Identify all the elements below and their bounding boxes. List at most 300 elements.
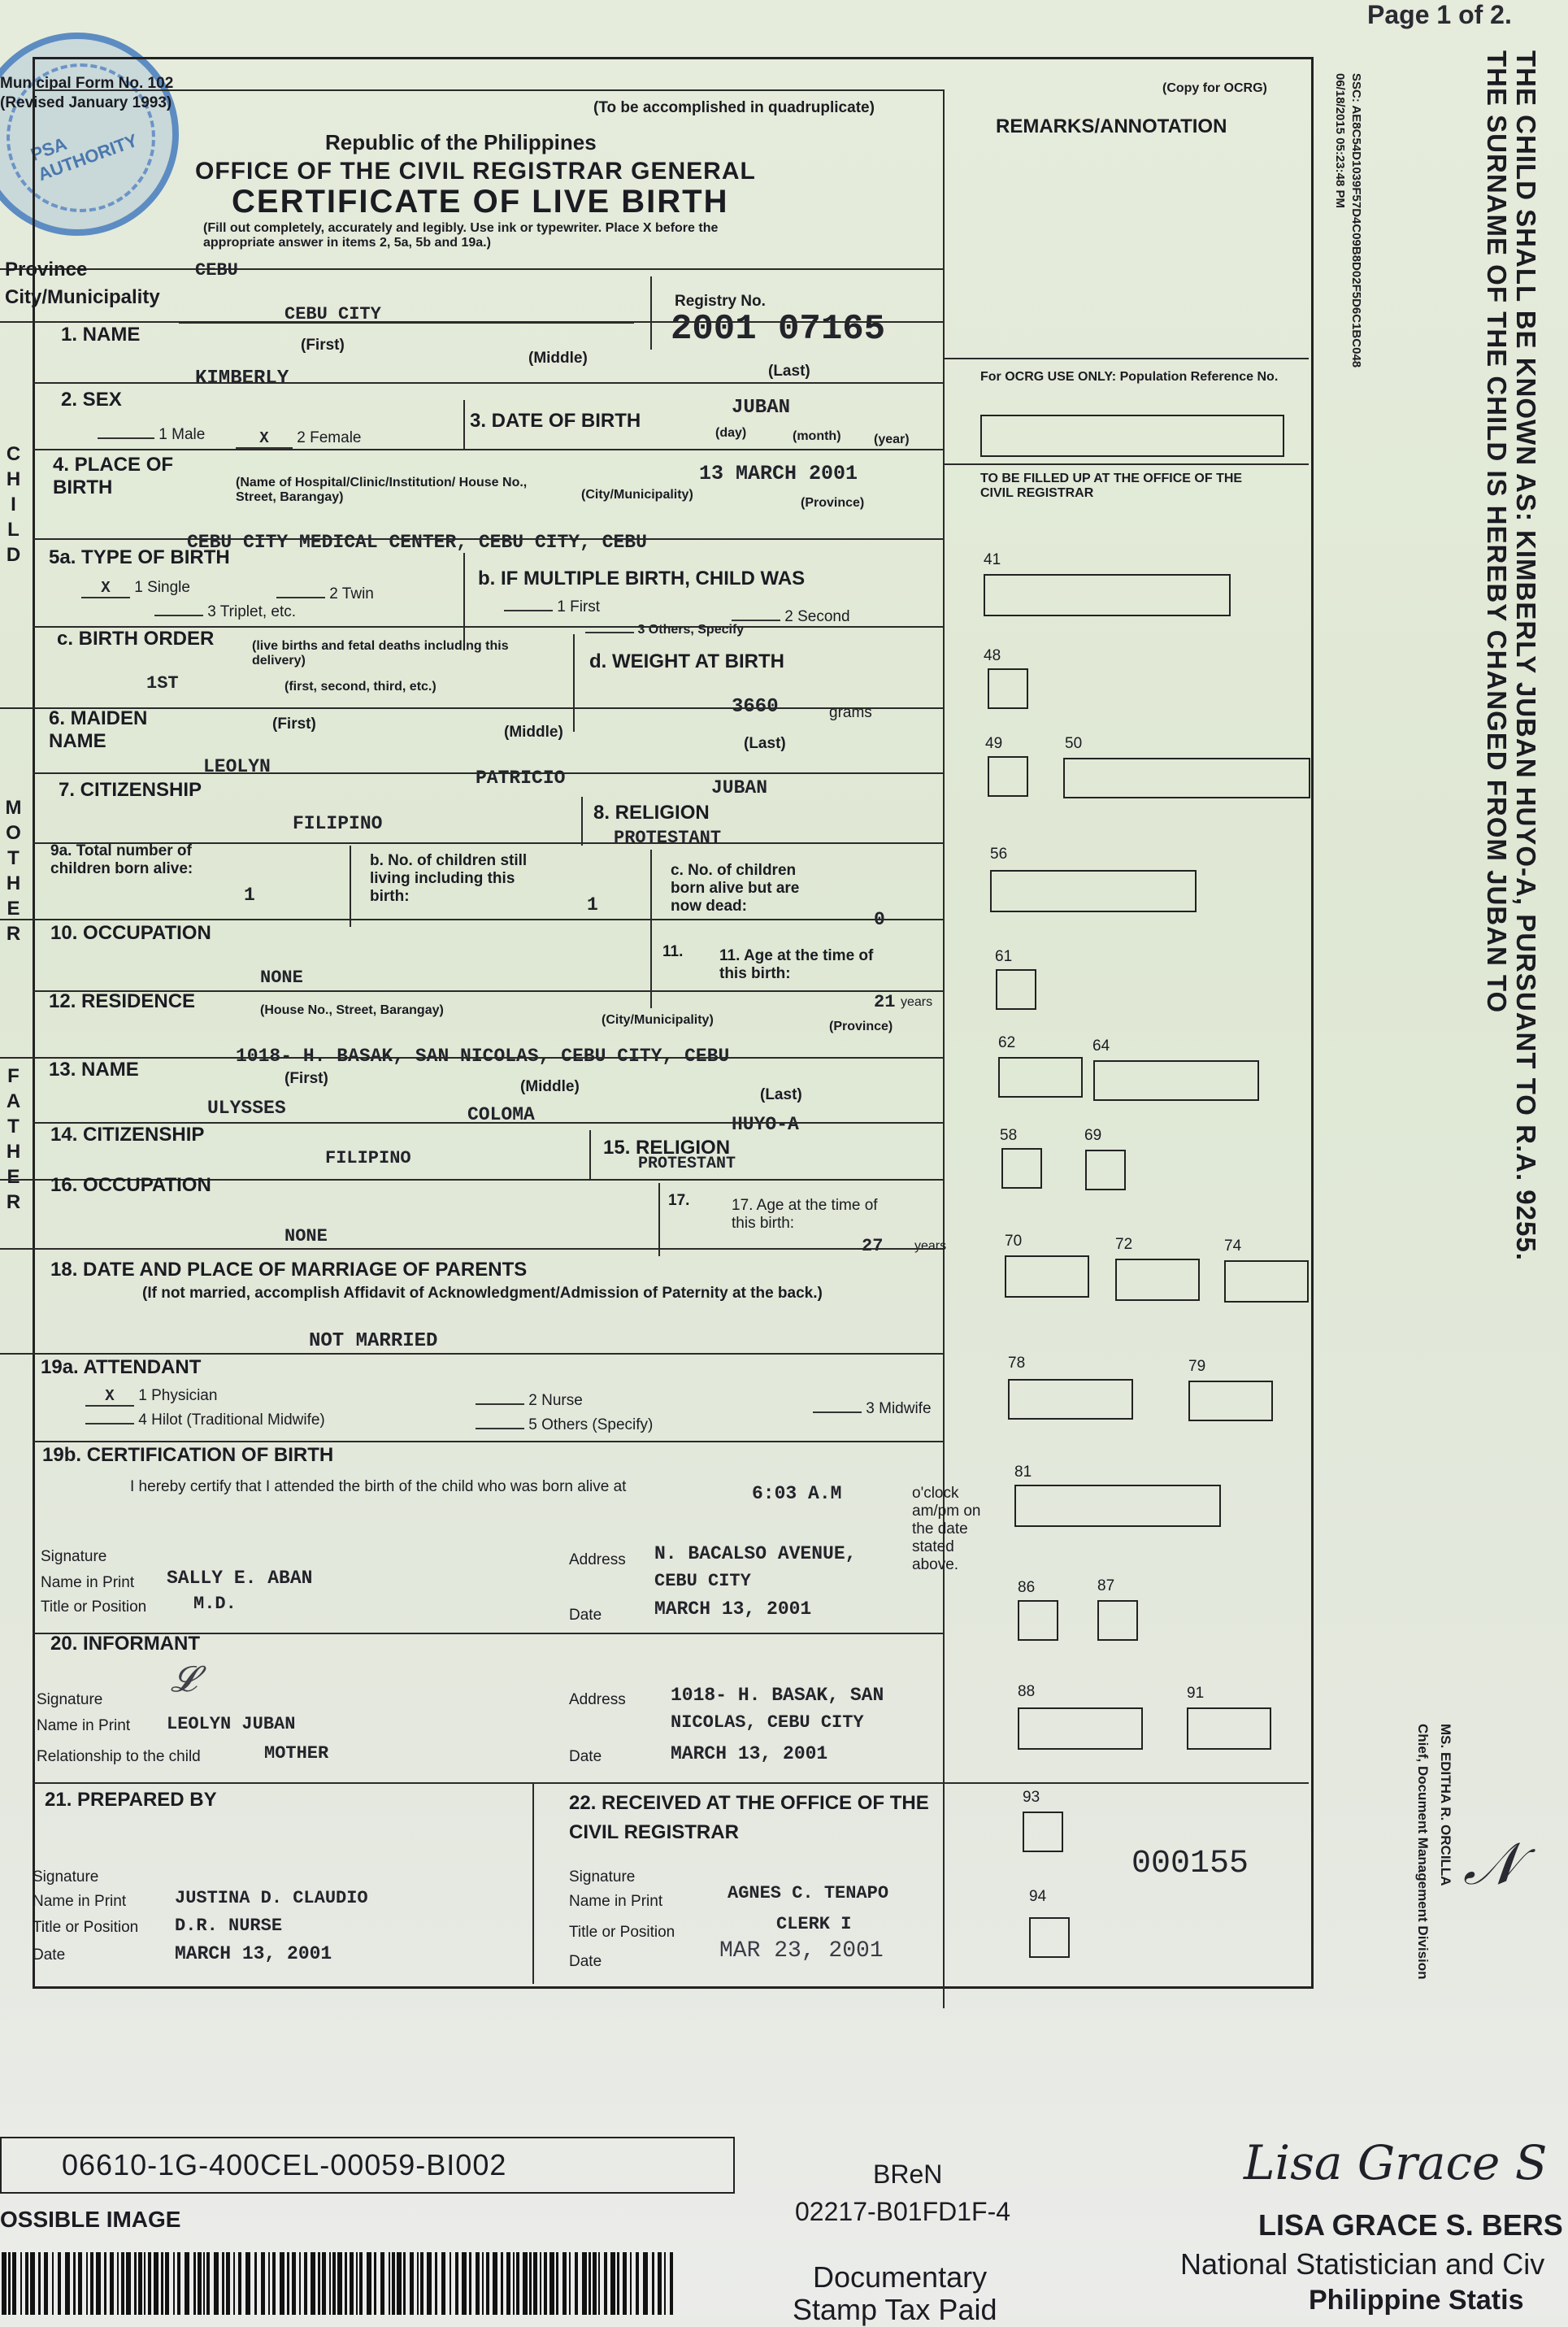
code-81: 81 [1014, 1464, 1032, 1481]
attendant-label: 19a. ATTENDANT [41, 1356, 202, 1378]
chief-signature: 𝒩 [1463, 1829, 1519, 1898]
barcode-bar [280, 2252, 284, 2315]
barcode-bar [462, 2252, 467, 2315]
cert-signature-label: Signature [41, 1548, 107, 1565]
code-69: 69 [1084, 1127, 1102, 1144]
mother-citizenship: FILIPINO [293, 813, 383, 834]
barcode-bar [65, 2252, 70, 2315]
province-value: CEBU [195, 260, 238, 281]
father-citizenship: FILIPINO [325, 1148, 411, 1168]
attendant-midwife: 3 Midwife [813, 1400, 932, 1418]
barcode-bar [322, 2252, 326, 2315]
code-88-boxes [1018, 1707, 1143, 1750]
barcode-bar [193, 2252, 196, 2315]
code-91-boxes [1187, 1707, 1271, 1750]
dead-children-value: 0 [874, 909, 885, 930]
sex-male-option: 1 Male [98, 426, 205, 444]
mother-last-caption: (Last) [744, 735, 786, 752]
barcode-bar [575, 2252, 578, 2315]
barcode-bar [337, 2252, 342, 2315]
mother-side-label: MOTHER [2, 797, 24, 948]
child-middle-caption: (Middle) [528, 350, 588, 367]
informant-address-line2: NICOLAS, CEBU CITY [671, 1712, 864, 1733]
code-74: 74 [1224, 1237, 1242, 1255]
code-50-boxes [1063, 758, 1310, 798]
barcode-bar [2, 2252, 7, 2315]
barcode-bar [652, 2252, 654, 2315]
barcode-bar [222, 2252, 224, 2315]
dob-year-caption: (year) [874, 433, 910, 446]
barcode-bar [238, 2252, 241, 2315]
mother-religion: PROTESTANT [614, 828, 722, 848]
barcode-bar [630, 2252, 632, 2315]
province-label: Province [5, 259, 88, 281]
child-place-of-birth: CEBU CITY MEDICAL CENTER, CEBU CITY, CEBU [187, 532, 647, 553]
barcode-bar [78, 2252, 82, 2315]
multiple-birth-label: b. IF MULTIPLE BIRTH, CHILD WAS [478, 568, 806, 589]
code-62-boxes [998, 1057, 1083, 1098]
chief-name-wrap [1437, 1724, 1460, 2065]
barcode-bar [403, 2252, 406, 2315]
weight-value: 3660 [732, 696, 779, 718]
received-date: MAR 23, 2001 [719, 1938, 884, 1964]
weight-label: d. WEIGHT AT BIRTH [589, 650, 784, 672]
total-children-value: 1 [244, 885, 255, 906]
birth-order-value: 1ST [146, 673, 179, 694]
father-middle-name: COLOMA [467, 1104, 535, 1125]
barcode-bar [544, 2252, 547, 2315]
barcode-bar [329, 2252, 331, 2315]
copy-for-note: (Copy for OCRG) [1162, 81, 1267, 95]
instructions: (Fill out completely, accurately and legibly. Use ink or typewriter. Place X before the appropriate answer in items 2, 5a, 5b and 19a.) [203, 221, 719, 250]
barcode-bar [185, 2252, 189, 2315]
barcode-bar [420, 2252, 423, 2315]
barcode-bar [214, 2252, 219, 2315]
child-first-name: KIMBERLY [195, 368, 289, 389]
barcode-bar [104, 2252, 106, 2315]
seal-text: PSA AUTHORITY [28, 129, 141, 185]
chief-title: Chief, Document Management Division [1415, 1724, 1431, 1980]
type-of-birth-label: 5a. TYPE OF BIRTH [49, 546, 230, 568]
barcode-bar [134, 2252, 137, 2315]
code-64-boxes [1093, 1060, 1259, 1101]
barcode-bar [670, 2252, 673, 2315]
code-93-box [1023, 1812, 1063, 1852]
barcode-bar [126, 2252, 131, 2315]
barcode-bar [610, 2252, 615, 2315]
barcode-bar [380, 2252, 384, 2315]
mother-residence: 1018- H. BASAK, SAN NICOLAS, CEBU CITY, CEBU [236, 1046, 730, 1067]
cert-date: MARCH 13, 2001 [654, 1598, 812, 1620]
informant-signature: 𝓛 [171, 1659, 197, 1700]
multiple-other-option: 3 Others, Specify [585, 623, 744, 637]
barcode-bar [636, 2252, 639, 2315]
barcode-bar [582, 2252, 587, 2315]
code-61-box [996, 969, 1036, 1010]
barcode-bar [476, 2252, 480, 2315]
barcode-bar [556, 2252, 558, 2315]
ssc-block [1349, 73, 1382, 528]
code-74-boxes [1224, 1260, 1309, 1303]
registry-label: Registry No. [675, 293, 766, 310]
code-94: 94 [1029, 1888, 1047, 1905]
informant-address-line1: 1018- H. BASAK, SAN [671, 1685, 884, 1706]
mother-occupation-label: 10. OCCUPATION [50, 922, 211, 944]
father-religion-label: 15. RELIGION [603, 1137, 731, 1159]
barcode-bar [356, 2252, 358, 2315]
barcode-bar [533, 2252, 537, 2315]
code-81-boxes [1014, 1485, 1221, 1527]
birth-order-caption: (live births and fetal deaths including this delivery) [252, 639, 509, 668]
ocrg-to-be-filled: TO BE FILLED UP AT THE OFFICE OF THE CIVIL REGISTRAR [980, 472, 1243, 500]
informant-name: LEOLYN JUBAN [167, 1714, 296, 1734]
statistician-signature: Lisa Grace S [1244, 2135, 1548, 2190]
barcode-bar [299, 2252, 301, 2315]
quadruplicate-note: (To be accomplished in quadruplicate) [593, 99, 875, 116]
father-occupation: NONE [284, 1226, 328, 1246]
code-70: 70 [1005, 1233, 1023, 1250]
informant-relationship: MOTHER [264, 1743, 329, 1764]
barcode-bar [664, 2252, 666, 2315]
annotation-line-2-wrap [1510, 50, 1548, 1384]
barcode-bar [392, 2252, 395, 2315]
pob-province-caption: (Province) [801, 496, 865, 510]
mother-citizenship-label: 7. CITIZENSHIP [59, 779, 202, 801]
maiden-name-label: 6. MAIDEN NAME [49, 707, 148, 752]
dead-children-label: c. No. of children born alive but are now dead: [671, 862, 800, 915]
code-78-boxes [1008, 1379, 1133, 1420]
barcode-bar [272, 2252, 276, 2315]
twin-option: 2 Twin [276, 585, 374, 603]
barcode-bar [203, 2252, 205, 2315]
barcode-bar [165, 2252, 169, 2315]
code-72-boxes [1115, 1259, 1200, 1301]
barcode-bar [245, 2252, 250, 2315]
barcode-bar [226, 2252, 230, 2315]
barcode-bar [154, 2252, 159, 2315]
code-58-box [1001, 1148, 1042, 1189]
father-first-name: ULYSSES [207, 1098, 286, 1119]
barcode-bar [30, 2252, 35, 2315]
barcode-bar [90, 2252, 93, 2315]
barcode-bar [206, 2252, 210, 2315]
barcode-bar [117, 2252, 119, 2315]
code-93: 93 [1023, 1789, 1040, 1806]
received-date-label: Date [569, 1953, 602, 1970]
prepared-name: JUSTINA D. CLAUDIO [175, 1888, 368, 1908]
barcode-bar [450, 2252, 451, 2315]
father-name-label: 13. NAME [49, 1059, 139, 1081]
code-87: 87 [1097, 1577, 1115, 1594]
mother-last-name: JUBAN [711, 777, 768, 798]
ssc-date: 06/18/2015 05:23:48 PM [1333, 73, 1347, 208]
attendant-others: 5 Others (Specify) [476, 1416, 653, 1434]
chief-title-wrap [1414, 1724, 1437, 2065]
dob-label: 3. DATE OF BIRTH [470, 410, 641, 432]
barcode-bar [549, 2252, 554, 2315]
received-signature-label: Signature [569, 1868, 636, 1886]
informant-label: 20. INFORMANT [50, 1633, 201, 1655]
barcode-bar [254, 2252, 257, 2315]
code-88: 88 [1018, 1683, 1036, 1700]
multiple-first-option: 1 First [504, 598, 600, 616]
informant-name-label: Name in Print [37, 1717, 131, 1734]
barcode-bar [110, 2252, 114, 2315]
barcode-bar [540, 2252, 541, 2315]
barcode-bar [233, 2252, 235, 2315]
code-61: 61 [995, 948, 1013, 965]
code-64: 64 [1092, 1037, 1110, 1055]
prepared-title-label: Title or Position [33, 1919, 139, 1936]
barcode-bar [589, 2252, 591, 2315]
code-50: 50 [1065, 735, 1083, 752]
cert-date-label: Date [569, 1607, 602, 1624]
code-49-box [988, 756, 1028, 797]
annotation-line-1-wrap [1481, 50, 1514, 1384]
registry-number: 2001 07165 [671, 309, 886, 350]
barcode-bar [623, 2252, 627, 2315]
residence-city-caption: (City/Municipality) [602, 1013, 714, 1027]
birth-order-caption-2: (first, second, third, etc.) [284, 680, 437, 694]
code-86-box [1018, 1600, 1058, 1641]
barcode-bar [598, 2252, 600, 2315]
father-first-caption: (First) [284, 1070, 328, 1087]
mother-age: 21 [874, 992, 896, 1012]
code-41: 41 [984, 551, 1001, 568]
informant-relationship-label: Relationship to the child [37, 1748, 201, 1765]
oclock-caption: o'clock am/pm on the date stated above. [912, 1485, 981, 1573]
residence-caption: (House No., Street, Barangay) [260, 1003, 444, 1017]
code-41-boxes [984, 574, 1231, 616]
barcode-bar [658, 2252, 662, 2315]
barcode-bar [332, 2252, 336, 2315]
ocrg-use-only: For OCRG USE ONLY: Population Reference No. [980, 370, 1279, 384]
barcode-bar [367, 2252, 371, 2315]
dob-day-caption: (day) [715, 426, 747, 440]
code-48-box [988, 668, 1028, 709]
code-72: 72 [1115, 1236, 1133, 1253]
barcode-bar [359, 2252, 363, 2315]
city-label: City/Municipality [5, 286, 160, 308]
form-revised: (Revised January 1993) [0, 94, 172, 111]
prepared-name-label: Name in Print [33, 1893, 127, 1910]
bren-number: 02217-B01FD1F-4 [795, 2197, 1011, 2226]
statistician-title: National Statistician and Civ [1180, 2247, 1545, 2281]
mother-age-label: 11. Age at the time of this birth: [719, 947, 874, 982]
sex-female-option: X 2 Female [236, 429, 361, 449]
prepared-signature-label: Signature [33, 1868, 99, 1886]
received-label: 22. RECEIVED AT THE OFFICE OF THE CIVIL REGISTRAR [569, 1792, 929, 1843]
barcode-bar [58, 2252, 61, 2315]
barcode-bar [493, 2252, 497, 2315]
barcode-bar [617, 2252, 619, 2315]
barcode-bar [86, 2252, 88, 2315]
barcode-bar [161, 2252, 163, 2315]
attendant-nurse: 2 Nurse [476, 1392, 583, 1410]
city-value: CEBU CITY [284, 304, 381, 324]
barcode-bar [523, 2252, 528, 2315]
barcode-bar [121, 2252, 124, 2315]
code-86: 86 [1018, 1579, 1036, 1596]
received-title: CLERK I [776, 1914, 852, 1934]
barcode-bar [435, 2252, 437, 2315]
code-91: 91 [1187, 1685, 1205, 1702]
father-middle-caption: (Middle) [520, 1078, 580, 1095]
barcode-bar [268, 2252, 270, 2315]
child-first-caption: (First) [301, 337, 345, 354]
child-last-caption: (Last) [768, 363, 810, 380]
barcode-bar [389, 2252, 390, 2315]
code-56-boxes [990, 870, 1197, 912]
father-age: 27 [862, 1236, 884, 1256]
pob-label: 4. PLACE OF BIRTH [53, 454, 174, 498]
code-87-box [1097, 1600, 1138, 1641]
barcode-bar [441, 2252, 445, 2315]
ssc-code: SSC: AE8C54D1039F57D4C09B8D02F5D6C1BC048 [1349, 73, 1363, 368]
barcode-bar [25, 2252, 28, 2315]
barcode-bar [486, 2252, 489, 2315]
code-69-box [1085, 1150, 1126, 1190]
code-58: 58 [1000, 1127, 1018, 1144]
received-title-label: Title or Position [569, 1924, 675, 1941]
barcode-bar [455, 2252, 458, 2315]
barcode-bar [350, 2252, 354, 2315]
documentary-stamp: Documentary [813, 2260, 988, 2294]
mother-first-name: LEOLYN [203, 756, 271, 777]
attendant-physician: X 1 Physician [85, 1387, 217, 1407]
father-religion: PROTESTANT [638, 1155, 736, 1173]
page-label: Page 1 of 2. [1367, 0, 1512, 29]
single-option: X 1 Single [81, 579, 190, 598]
father-last-name: HUYO-A [732, 1114, 799, 1135]
code-49: 49 [985, 735, 1003, 752]
father-age-unit: years [914, 1239, 947, 1253]
mother-religion-label: 8. RELIGION [593, 802, 710, 824]
control-number: 06610-1G-400CEL-00059-BI002 [62, 2148, 507, 2181]
father-last-caption: (Last) [760, 1086, 802, 1103]
barcode [0, 2252, 675, 2315]
code-79-boxes [1188, 1381, 1273, 1421]
barcode-bar [138, 2252, 142, 2315]
mother-middle-caption: (Middle) [504, 724, 563, 741]
possible-image-text: OSSIBLE IMAGE [0, 2207, 181, 2232]
barcode-bar [52, 2252, 54, 2315]
child-name-label: 1. NAME [61, 324, 141, 346]
barcode-bar [569, 2252, 571, 2315]
marriage-value: NOT MARRIED [309, 1330, 438, 1352]
marriage-label: 18. DATE AND PLACE OF MARRIAGE OF PARENTS [50, 1259, 528, 1281]
barcode-bar [20, 2252, 22, 2315]
informant-address-label: Address [569, 1691, 626, 1708]
living-children-label: b. No. of children still living including this birth: [370, 852, 528, 905]
prepared-date: MARCH 13, 2001 [175, 1943, 332, 1964]
living-children-value: 1 [587, 894, 598, 916]
barcode-bar [501, 2252, 503, 2315]
certification-label: 19b. CERTIFICATION OF BIRTH [42, 1444, 334, 1466]
barcode-bar [311, 2252, 315, 2315]
ssc-date-block [1333, 73, 1349, 317]
prepared-date-label: Date [33, 1946, 66, 1964]
barcode-bar [427, 2252, 432, 2315]
code-70-boxes [1005, 1255, 1089, 1298]
certification-text: I hereby certify that I attended the birth of the child who was born alive at [130, 1478, 627, 1495]
mother-first-caption: (First) [272, 715, 316, 733]
mother-occupation: NONE [260, 968, 303, 988]
prepared-title: D.R. NURSE [175, 1916, 283, 1936]
total-children-label: 9a. Total number of children born alive: [50, 842, 193, 877]
barcode-bar [397, 2252, 402, 2315]
sex-label: 2. SEX [61, 389, 122, 411]
barcode-bar [198, 2252, 202, 2315]
barcode-bar [516, 2252, 519, 2315]
code-78: 78 [1008, 1355, 1026, 1372]
cert-title-label: Title or Position [41, 1598, 147, 1616]
barcode-bar [96, 2252, 101, 2315]
barcode-bar [643, 2252, 648, 2315]
pob-city-caption: (City/Municipality) [581, 488, 693, 502]
received-name-label: Name in Print [569, 1893, 663, 1910]
republic-line: Republic of the Philippines [325, 130, 597, 154]
code-94-box [1029, 1917, 1070, 1958]
residence-label: 12. RESIDENCE [49, 990, 196, 1012]
bren-label: BReN [873, 2160, 943, 2189]
barcode-bar [593, 2252, 597, 2315]
prepared-by-label: 21. PREPARED BY [45, 1789, 217, 1811]
documentary-stamp-2: Stamp Tax Paid [793, 2293, 997, 2326]
barcode-bar [318, 2252, 320, 2315]
birth-order-label: c. BIRTH ORDER [57, 628, 215, 650]
barcode-bar [529, 2252, 532, 2315]
child-dob: 13 MARCH 2001 [699, 462, 858, 485]
father-side-label: FATHER [2, 1065, 24, 1216]
barcode-bar [261, 2252, 265, 2315]
code-48: 48 [984, 647, 1001, 664]
barcode-bar [292, 2252, 296, 2315]
attendant-hilot: 4 Hilot (Traditional Midwife) [85, 1411, 325, 1429]
child-last-name: JUBAN [732, 397, 791, 419]
cert-attendant-title: M.D. [193, 1594, 237, 1614]
cert-name-label: Name in Print [41, 1574, 135, 1591]
barcode-bar [287, 2252, 289, 2315]
chief-name: MS. EDITHA R. ORCILLA [1438, 1724, 1453, 1886]
birth-time: 6:03 A.M [752, 1483, 842, 1504]
triplet-option: 3 Triplet, etc. [154, 603, 296, 621]
residence-province-caption: (Province) [829, 1020, 893, 1033]
barcode-bar [173, 2252, 175, 2315]
barcode-bar [8, 2252, 11, 2315]
cert-attendant-name: SALLY E. ABAN [167, 1568, 313, 1589]
population-reference-box [980, 415, 1284, 457]
serial-number: 000155 [1131, 1846, 1249, 1882]
father-citizenship-label: 14. CITIZENSHIP [50, 1124, 205, 1146]
certificate-title: CERTIFICATE OF LIVE BIRTH [232, 184, 729, 220]
annotation-line-2: THE CHILD SHALL BE KNOWN AS: KIMBERLY JUBAN HUYO-A, PURSUANT TO R.A. 9255. [1511, 50, 1541, 1261]
barcode-bar [374, 2252, 376, 2315]
marriage-note: (If not married, accomplish Affidavit of Acknowledgment/Admission of Paternity at the back.) [142, 1285, 823, 1302]
informant-date: MARCH 13, 2001 [671, 1743, 828, 1764]
dob-month-caption: (month) [793, 429, 841, 443]
barcode-bar [506, 2252, 510, 2315]
pob-caption: (Name of Hospital/Clinic/Institution/ House No., Street, Barangay) [236, 476, 528, 504]
barcode-bar [44, 2252, 48, 2315]
barcode-bar [177, 2252, 180, 2315]
mother-age-unit: years [901, 995, 933, 1009]
received-name: AGNES C. TENAPO [728, 1883, 889, 1903]
child-side-label: CHILD [2, 443, 24, 569]
barcode-bar [482, 2252, 484, 2315]
barcode-bar [604, 2252, 607, 2315]
barcode-bar [12, 2252, 16, 2315]
